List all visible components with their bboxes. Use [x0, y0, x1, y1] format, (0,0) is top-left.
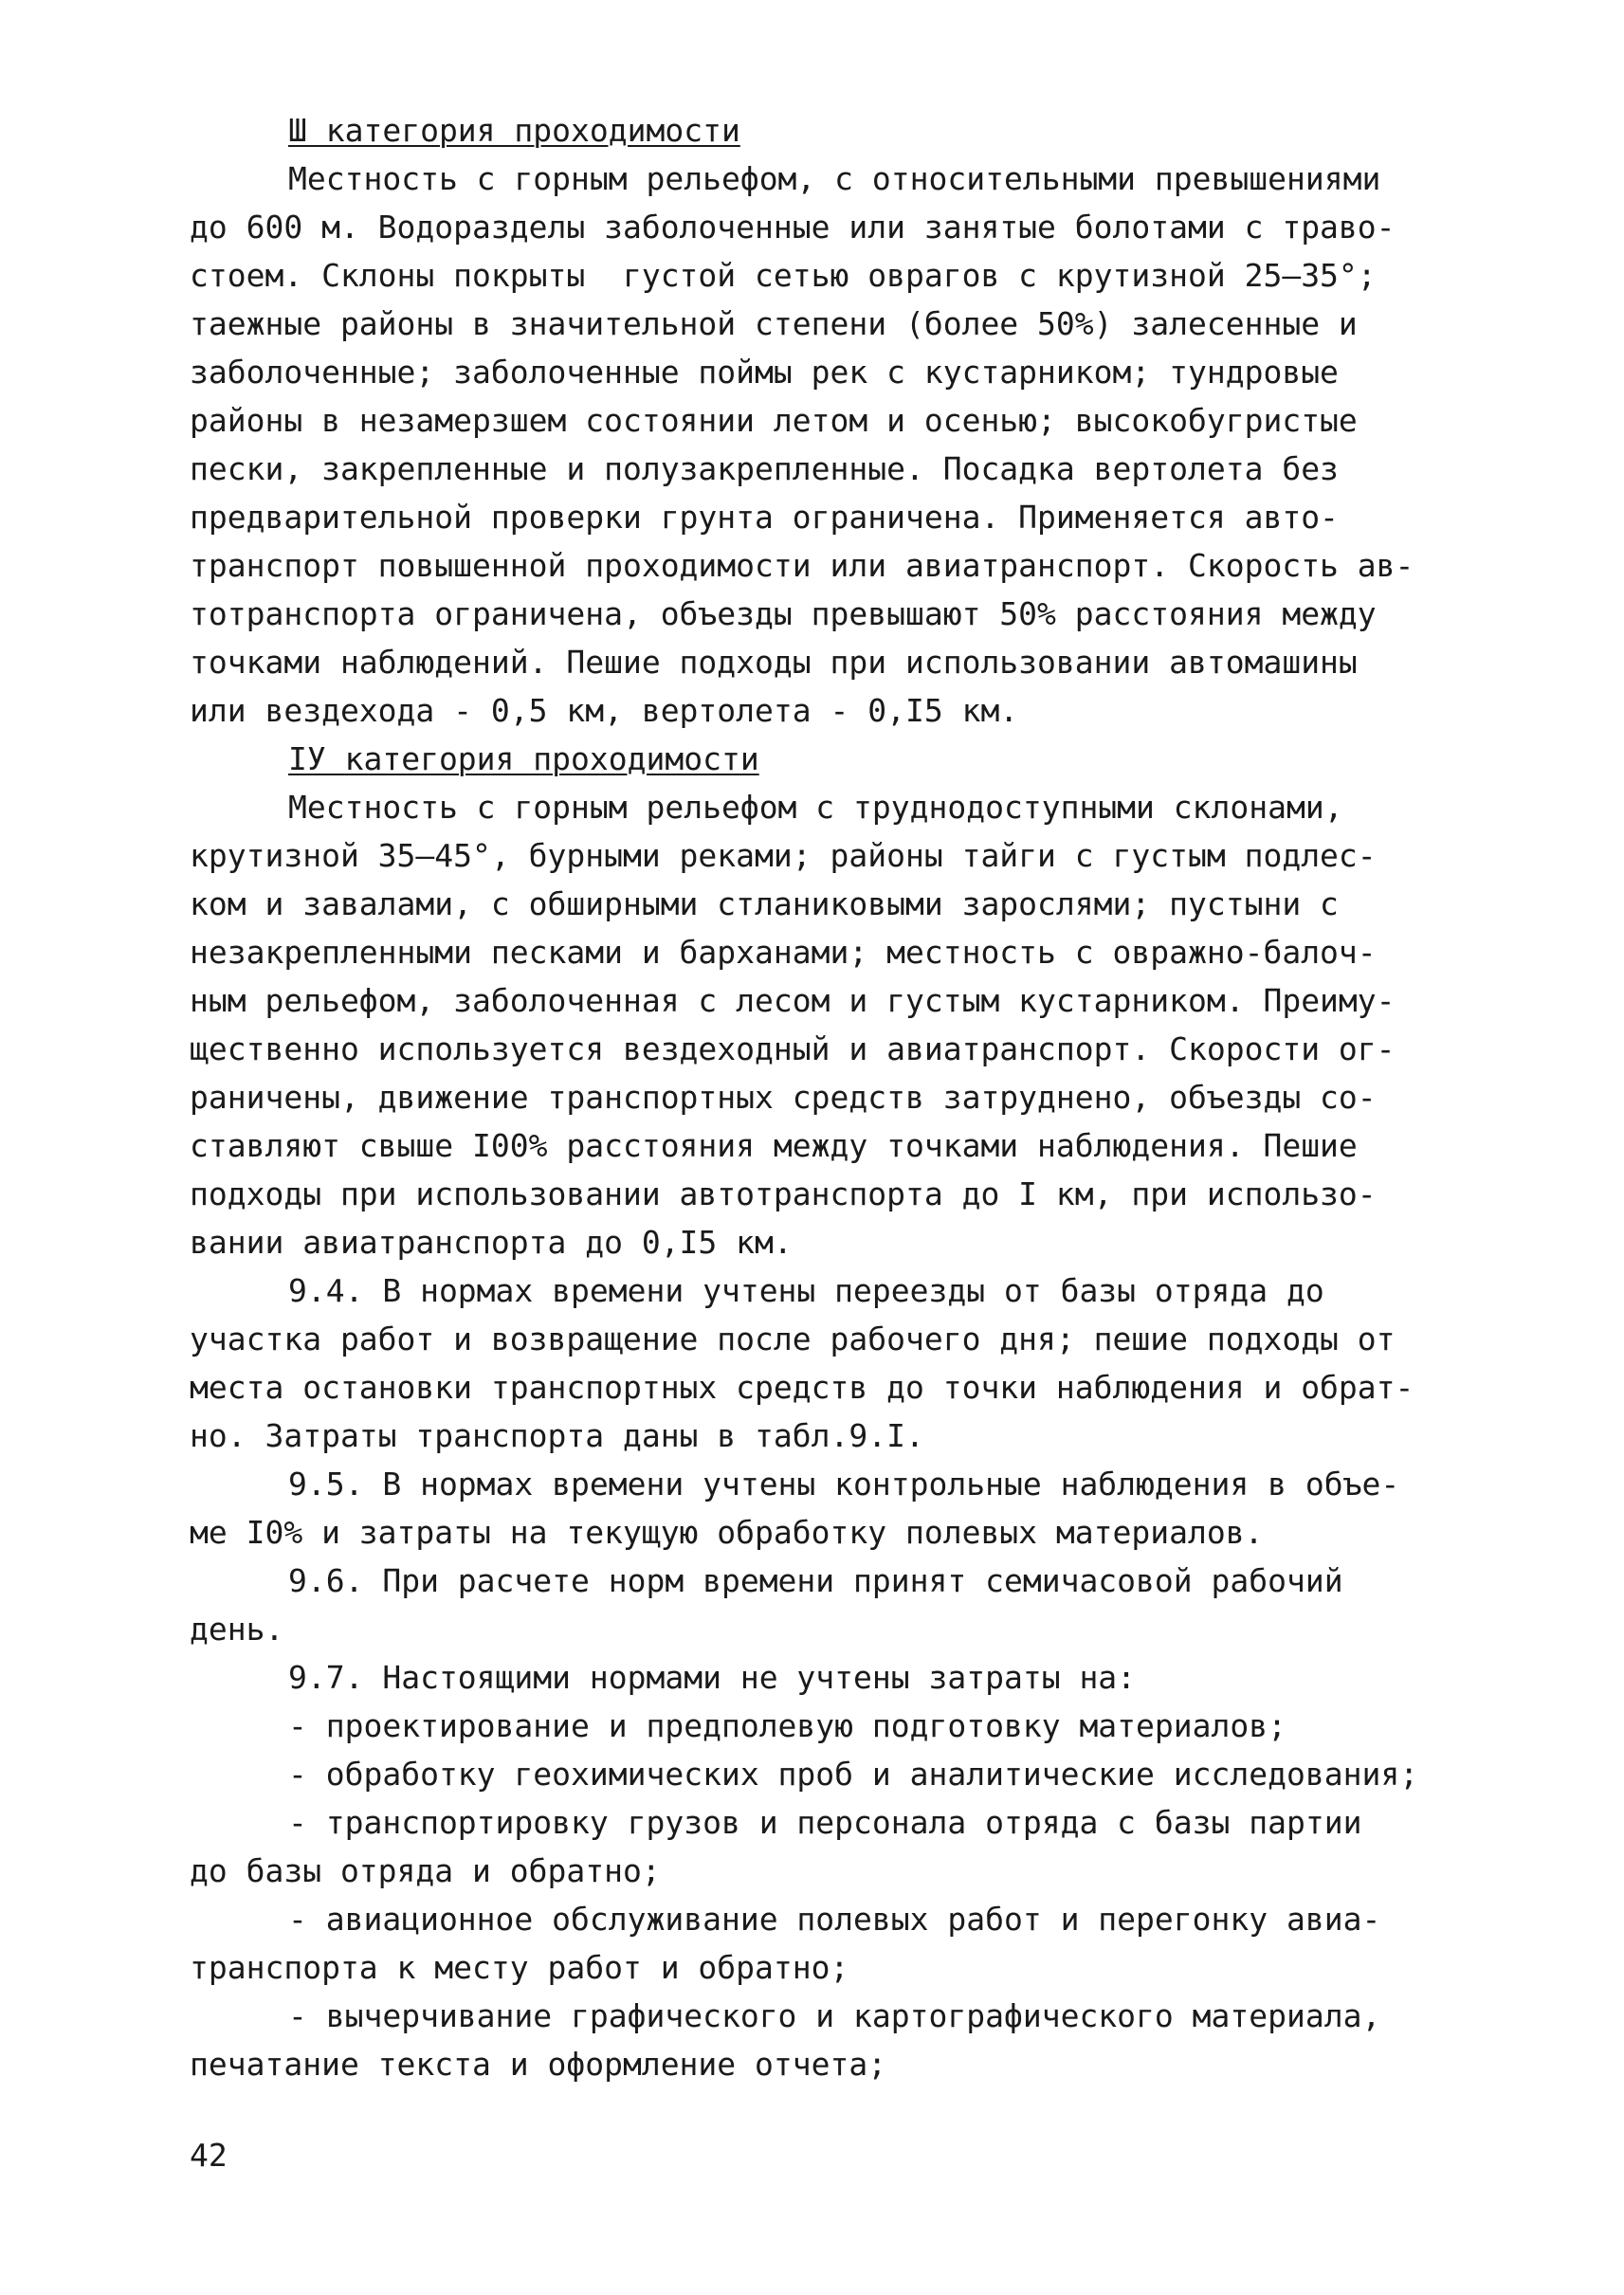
text-line: незакрепленными песками и барханами; местность с овражно-балоч-: [190, 934, 1377, 971]
text-line: заболоченные; заболоченные поймы рек с кустарником; тундровые: [190, 354, 1339, 391]
text-line: места остановки транспортных средств до точки наблюдения и обрат-: [190, 1369, 1414, 1406]
text-line: - транспортировку грузов и персонала отряда с базы партии: [288, 1804, 1362, 1841]
text-line: тотранспорта ограничена, объезды превышают 50% расстояния между: [190, 595, 1377, 632]
text-line: но. Затраты транспорта даны в табл.9.I.: [190, 1417, 924, 1454]
text-line: до 600 м. Водоразделы заболоченные или занятые болотами с траво-: [190, 209, 1396, 246]
section-heading: [190, 735, 1488, 783]
text-line: участка работ и возвращение после рабочего дня; пешие подходы от: [190, 1321, 1396, 1357]
text-line: районы в незамерзшем состоянии летом и осенью; высокобугристые: [190, 402, 1358, 439]
text-line: ком и завалами, с обширными стланиковыми зарослями; пустыни с: [190, 885, 1339, 922]
text-line: 9.5. В нормах времени учтены контрольные наблюдения в объе-: [288, 1466, 1400, 1503]
text-line: стоем. Склоны покрыты густой сетью оврагов с крутизной 25–35°;: [190, 257, 1377, 294]
text-line: крутизной 35–45°, бурными реками; районы тайги с густым подлес-: [190, 837, 1377, 874]
text-line: точками наблюдений. Пешие подходы при использовании автомашины: [190, 644, 1358, 681]
body-text: [190, 106, 1488, 2088]
section-heading: [190, 106, 1488, 155]
page-number: 42: [190, 2137, 228, 2174]
text-line: транспорт повышенной проходимости или авиатранспорт. Скорость ав-: [190, 547, 1414, 584]
text-line: или вездехода - 0,5 км, вертолета - 0,I5 км.: [190, 692, 1019, 729]
text-line: до базы отряда и обратно;: [190, 1852, 661, 1889]
text-line: печатание текста и оформление отчета;: [190, 2046, 887, 2083]
text-line: 9.7. Настоящими нормами не учтены затраты на:: [288, 1659, 1137, 1696]
text-line: - вычерчивание графического и картографического материала,: [288, 1997, 1381, 2034]
text-line: вании авиатранспорта до 0,I5 км.: [190, 1224, 793, 1261]
text-line: - проектирование и предполевую подготовку материалов;: [288, 1707, 1286, 1744]
text-line: таежные районы в значительной степени (более 50%) залесенные и: [190, 305, 1358, 342]
text-line: 9.4. В нормах времени учтены переезды от базы отряда до: [288, 1272, 1324, 1309]
section-heading-text: IУ категория проходимости: [288, 740, 759, 777]
text-line: Местность с горным рельефом, с относительными превышениями: [288, 160, 1381, 197]
text-line: предварительной проверки грунта ограничена. Применяется авто-: [190, 499, 1339, 536]
text-line: ставляют свыше I00% расстояния между точками наблюдения. Пешие: [190, 1127, 1358, 1164]
text-line: день.: [190, 1611, 284, 1648]
text-line: - авиационное обслуживание полевых работ и перегонку авиа-: [288, 1901, 1381, 1938]
text-line: Местность с горным рельефом с труднодоступными склонами,: [288, 789, 1343, 826]
text-line: подходы при использовании автотранспорта до I км, при использо-: [190, 1175, 1377, 1212]
text-line: раничены, движение транспортных средств затруднено, объезды со-: [190, 1079, 1377, 1116]
text-line: ме I0% и затраты на текущую обработку полевых материалов.: [190, 1514, 1264, 1551]
text-line: пески, закрепленные и полузакрепленные. Посадка вертолета без: [190, 450, 1339, 487]
section-heading-text: Ш категория проходимости: [288, 112, 740, 149]
text-line: ным рельефом, заболоченная с лесом и густым кустарником. Преиму-: [190, 982, 1396, 1019]
text-line: щественно используется вездеходный и авиатранспорт. Скорости ог-: [190, 1030, 1396, 1067]
text-line: - обработку геохимических проб и аналитические исследования;: [288, 1756, 1419, 1793]
text-line: 9.6. При расчете норм времени принят семичасовой рабочий: [288, 1562, 1343, 1599]
text-line: транспорта к месту работ и обратно;: [190, 1949, 849, 1986]
